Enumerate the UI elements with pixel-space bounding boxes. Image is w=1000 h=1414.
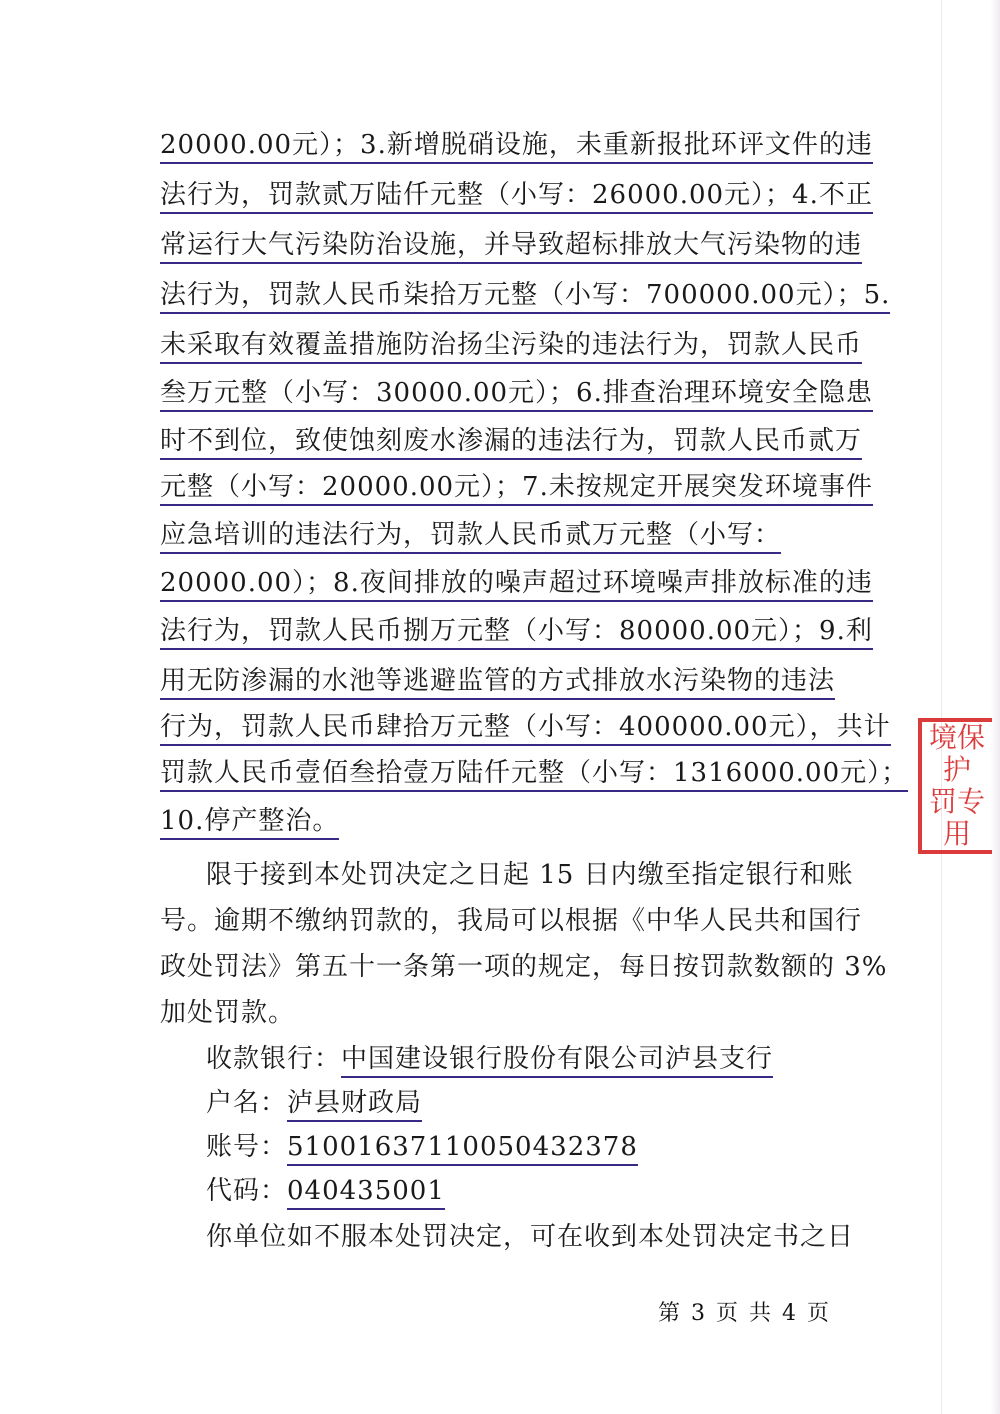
- payment-paragraph-line: 政处罚法》第五十一条第一项的规定，每日按罚款数额的 3%: [160, 952, 888, 982]
- closing-line: 你单位如不服本处罚决定，可在收到本处罚决定书之日: [206, 1222, 855, 1252]
- page-edge-shadow: [990, 0, 1000, 1414]
- official-seal-stamp: [918, 718, 992, 854]
- bank-row: [206, 1042, 773, 1076]
- code-label: 代码：: [206, 1176, 288, 1206]
- account-number-value: 51001637110050432378: [287, 1132, 638, 1166]
- body-line: 10.停产整治。: [160, 806, 339, 840]
- payment-paragraph-line: 加处罚款。: [160, 998, 296, 1028]
- code-row: [206, 1174, 445, 1208]
- payment-paragraph-line: 限于接到本处罚决定之日起 15 日内缴至指定银行和账: [206, 860, 854, 890]
- body-line: 时不到位，致使蚀刻废水渗漏的违法行为，罚款人民币贰万: [160, 426, 862, 460]
- body-line: 行为，罚款人民币肆拾万元整（小写：400000.00元），共计: [160, 712, 891, 746]
- body-line: 元整（小写：20000.00元）；7.未按规定开展突发环境事件: [160, 472, 873, 506]
- body-line: 20000.00）；8.夜间排放的噪声超过环境噪声排放标准的违: [160, 568, 873, 602]
- page-fold-line: [941, 0, 942, 1414]
- account-name-value: 泸县财政局: [287, 1088, 422, 1122]
- bank-value: 中国建设银行股份有限公司泸县支行: [341, 1044, 773, 1078]
- code-value: 040435001: [287, 1176, 445, 1210]
- seal-text-line: 境保护: [928, 721, 985, 786]
- account-number-row: [206, 1130, 638, 1164]
- bank-label: 收款银行：: [206, 1044, 342, 1074]
- body-line: 应急培训的违法行为，罚款人民币贰万元整（小写：: [160, 520, 781, 554]
- account-number-label: 账号：: [206, 1132, 288, 1162]
- body-line: 用无防渗漏的水池等逃避监管的方式排放水污染物的违法: [160, 666, 835, 700]
- body-line: 罚款人民币壹佰叁拾壹万陆仟元整（小写：1316000.00元）；: [160, 758, 908, 792]
- payment-paragraph-line: 号。逾期不缴纳罚款的，我局可以根据《中华人民共和国行: [160, 906, 863, 936]
- account-name-label: 户名：: [206, 1088, 288, 1118]
- body-line: 未采取有效覆盖措施防治扬尘污染的违法行为，罚款人民币: [160, 330, 862, 364]
- body-line: 法行为，罚款人民币柒拾万元整（小写：700000.00元）；5.: [160, 280, 890, 314]
- page-number-footer: 第 3 页 共 4 页: [658, 1301, 831, 1326]
- body-line: 法行为，罚款人民币捌万元整（小写：80000.00元）；9.利: [160, 616, 873, 650]
- body-line: 20000.00元）；3.新增脱硝设施，未重新报批环评文件的违: [160, 130, 873, 164]
- seal-text-line: 罚专用: [928, 785, 985, 850]
- body-line: 叁万元整（小写：30000.00元）；6.排查治理环境安全隐患: [160, 378, 873, 412]
- body-line: 法行为，罚款贰万陆仟元整（小写：26000.00元）；4.不正: [160, 180, 873, 214]
- body-line: 常运行大气污染防治设施，并导致超标排放大气污染物的违: [160, 230, 862, 264]
- account-name-row: [206, 1086, 422, 1120]
